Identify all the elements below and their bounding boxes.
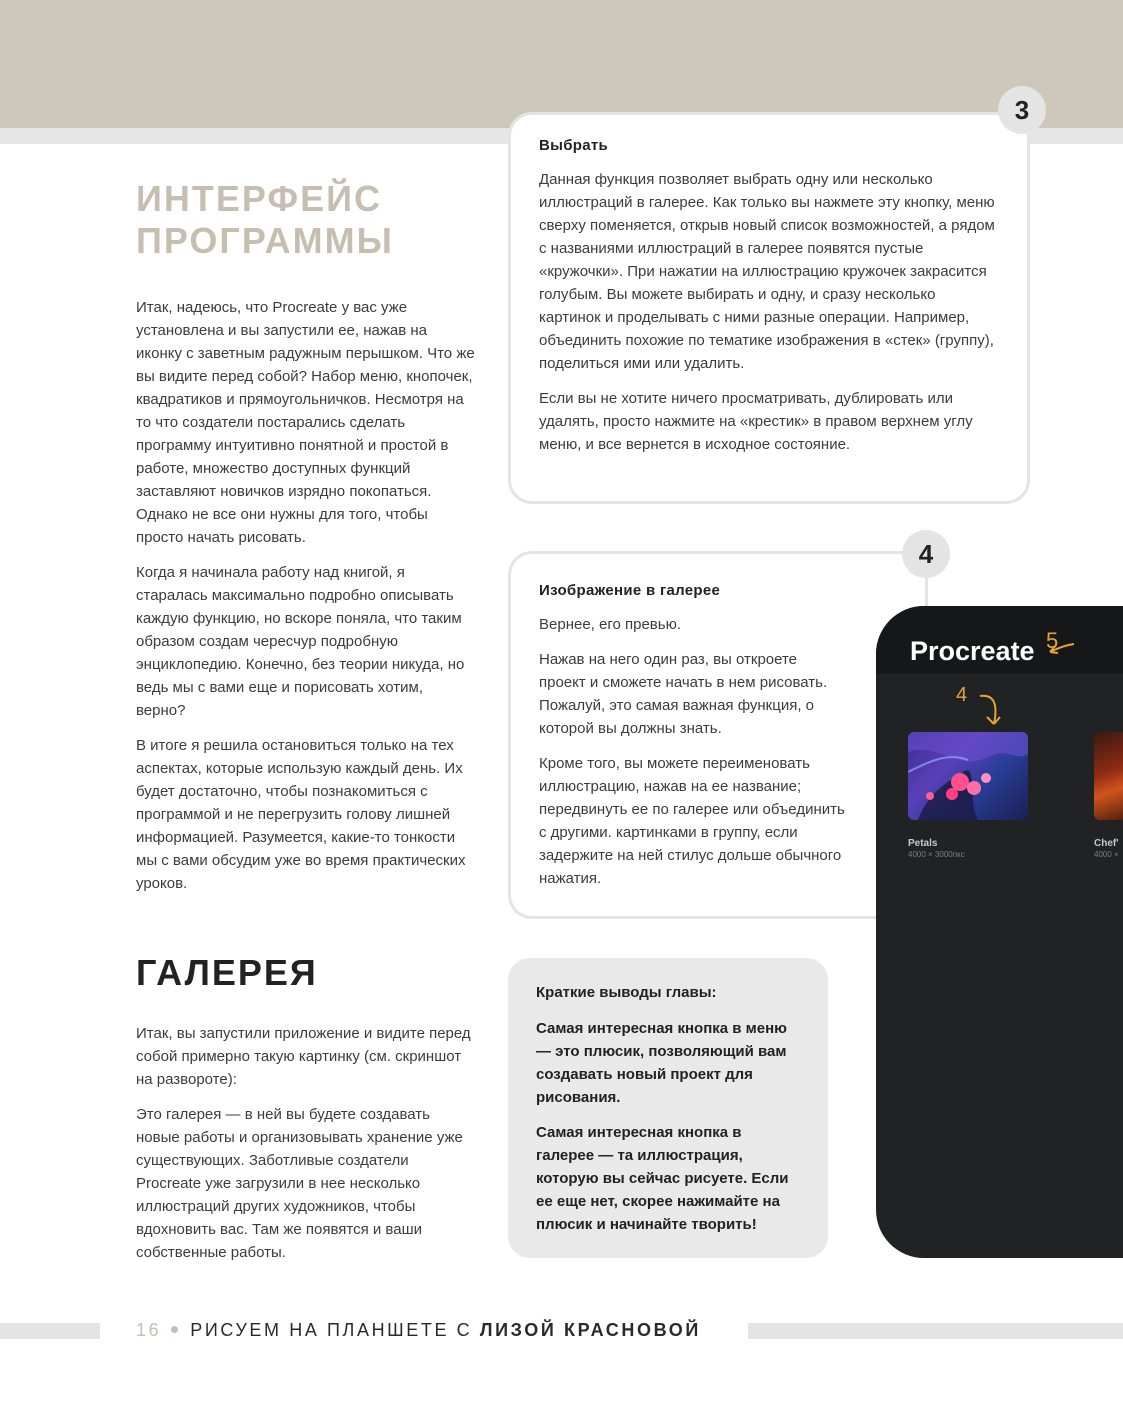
book-title-bold: ЛИЗОЙ КРАСНОВОЙ — [479, 1320, 701, 1340]
book-title-regular: РИСУЕМ НА ПЛАНШЕТЕ С — [190, 1320, 473, 1340]
card-select-title: Выбрать — [539, 137, 609, 154]
callout-number-badge-3: 3 — [998, 86, 1046, 134]
thumbnail-size-petals: 4000 × 3000пкс — [908, 850, 965, 859]
page-footer — [136, 1320, 701, 1341]
section-title-gallery: ГАЛЕРЕЯ — [136, 952, 318, 993]
thumbnail-size-chef: 4000 × — [1094, 850, 1119, 859]
gallery-paragraph-2: Это галерея — в ней вы будете создавать новые работы и организовывать хранение уже существующих. Заботливые создатели Procreate уже загрузили в нее несколько иллюстраций других художников, чтобы вдохновить вас. Там же появятся и ваши собственные работы. — [136, 1106, 463, 1261]
annotation-arrow-down-icon — [976, 690, 1006, 730]
section-interface — [136, 178, 476, 907]
section-title-interface: ИНТЕРФЕЙС ПРОГРАММЫ — [136, 178, 394, 261]
callout-card-gallery-image — [508, 551, 928, 919]
gallery-paragraph-1: Итак, вы запустили приложение и видите перед собой примерно такую картинку (см. скриншот на развороте): — [136, 1025, 471, 1088]
card-select-paragraph-2: Если вы не хотите ничего просматривать, дублировать или удалять, просто нажмите на «крестик» в правом верхнем углу меню, и все вернется в исходное состояние. — [539, 390, 973, 453]
top-color-band — [0, 0, 1123, 128]
interface-paragraph-2: Когда я начинала работу над книгой, я старалась максимально подробно описывать каждую функцию, но вскоре поняла, что таким образом создам чересчур подробную энциклопедию. Конечно, без теории никуда, но ведь мы с вами еще и порисовать хотим, верно? — [136, 564, 465, 719]
card-image-paragraph-3: Кроме того, вы можете переименовать иллюстрацию, нажав на ее название; передвинуть ее по галерее или объединить с другими. картинками в группу, если задержите на ней стилус дольше обычного нажатия. — [539, 755, 845, 887]
interface-paragraph-1: Итак, надеюсь, что Procreate у вас уже установлена и вы запустили ее, нажав на иконку с заветным радужным перышком. Что же вы видите перед собой? Набор меню, кнопочек, квадратиков и прямоугольничков. Несмотря на то что создатели постарались сделать программу интуитивно понятной и простой в работе, множество доступных функций заставляют новичков изрядно покопаться. Однако не все они нужны для того, чтобы просто начать рисовать. — [136, 299, 475, 546]
procreate-gallery-screenshot — [876, 606, 1123, 1258]
footer-line-right — [748, 1323, 1123, 1339]
callout-number-badge-4: 4 — [902, 530, 950, 578]
gallery-thumbnail-petals[interactable] — [908, 732, 1028, 820]
annotation-number-4: 4 — [956, 684, 968, 706]
petals-artwork-icon — [908, 732, 1028, 820]
annotation-number-5: 5 — [1046, 628, 1059, 653]
interface-paragraph-3: В итоге я решила остановиться только на тех аспектах, которые использую каждый день. Их будет достаточно, чтобы познакомиться с программой и не перегрузить голову лишней информацией. Разумеется, какие-то тонкости мы с вами обсудим уже во время практических уроков. — [136, 737, 466, 892]
procreate-app-title: Procreate — [910, 636, 1035, 666]
card-image-title: Изображение в галерее — [539, 582, 721, 599]
footer-line-left — [0, 1323, 100, 1339]
card-image-paragraph-1: Вернее, его превью. — [539, 616, 681, 633]
thumbnail-title-petals[interactable]: Petals — [908, 838, 938, 849]
callout-card-select — [508, 112, 1030, 504]
summary-point-1: Самая интересная кнопка в меню — это плюсик, позволяющий вам создавать новый проект для рисования. — [536, 1020, 787, 1106]
page-number: 16 — [136, 1320, 162, 1340]
section-gallery — [136, 952, 476, 1276]
footer-dot-icon — [171, 1326, 178, 1333]
card-image-paragraph-2: Нажав на него один раз, вы откроете проект и сможете начать в нем рисовать. Пожалуй, это самая важная функция, о которой вы должны знать. — [539, 651, 828, 737]
thumbnail-title-chef[interactable]: Chef' — [1094, 838, 1119, 849]
card-select-paragraph-1: Данная функция позволяет выбрать одну или несколько иллюстраций в галерее. Как только вы нажмете эту кнопку, меню сверху поменяется, открыв новый список возможностей, а рядом с названиями иллюстраций в галерее появятся пустые «кружочки». При нажатии на иллюстрацию кружочек закрасится голубым. Вы можете выбирать и одну, и сразу несколько картинок и проделывать с ними разные операции. Например, объединить похожие по тематике изображения в «стек» (группу), поделиться ими или удалить. — [539, 171, 995, 372]
gallery-thumbnail-chef[interactable] — [1094, 732, 1123, 820]
summary-title: Краткие выводы главы: — [536, 984, 717, 1001]
summary-point-2: Самая интересная кнопка в галерее — та иллюстрация, которую вы сейчас рисуете. Если ее еще нет, скорее нажимайте на плюсик и начинайте творить! — [536, 1124, 789, 1233]
chapter-summary-box — [508, 958, 828, 1258]
